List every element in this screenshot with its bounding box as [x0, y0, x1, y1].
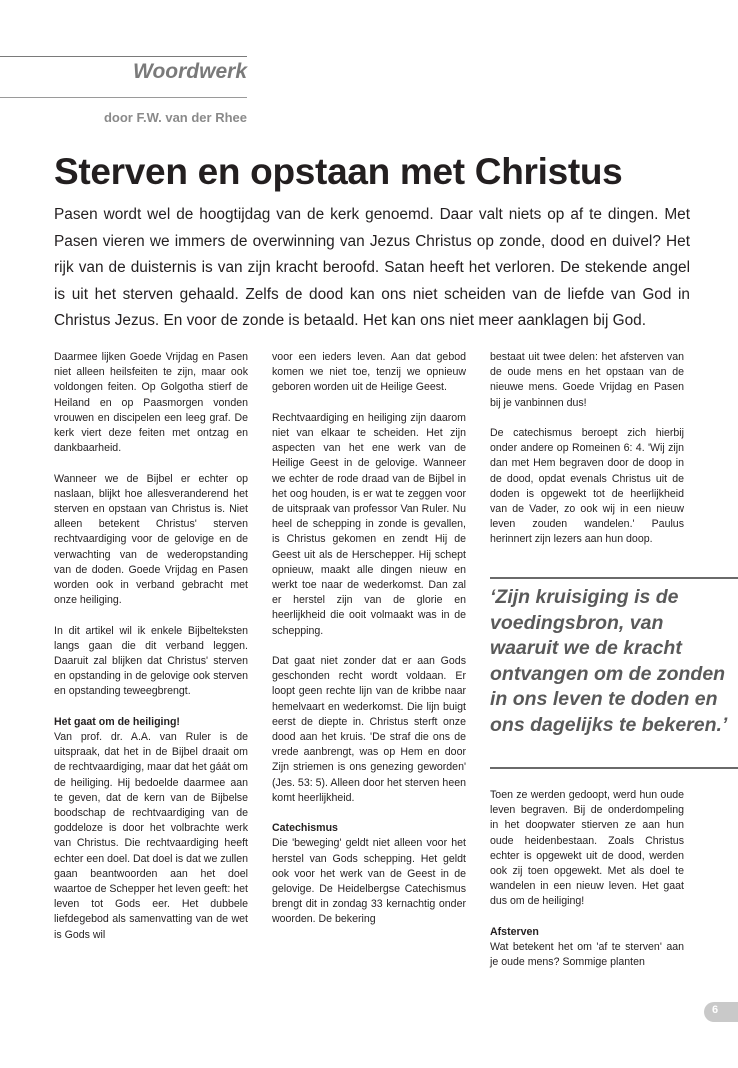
paragraph: Toen ze werden gedoopt, werd hun oude leven begraven. Bij de onderdompeling in het doopwater stierven ze aan hun oude heidenbestaan. Zoals Christus echter is opgewekt uit de dood, werden ook zij toen opgewekt. Met als doel te wandelen in een nieuw leven. Het gaat dus om de heiliging! — [490, 789, 684, 908]
article-title: Sterven en opstaan met Christus — [54, 151, 623, 192]
paragraph: In dit artikel wil ik enkele Bijbelteksten langs gaan die dit verband leggen. Daaruit zal blijken dat Christus' sterven en opstanding in de gelovige ook sterven en opstanding teweegbrengt. — [54, 624, 248, 698]
paragraph: Wanneer we de Bijbel er echter op naslaan, blijkt hoe allesveranderend het sterven en opstaan van Christus is. Niet alleen betekent Christus' sterven rechtvaardiging voor de gelovige en de verwachting van de wederopstanding van de doden. Goede Vrijdag en Pasen worden ook in verband gebracht met onze heiliging. — [54, 472, 248, 607]
body-column-3-continued — [490, 788, 684, 970]
paragraph: De catechismus beroept zich hierbij onder andere op Romeinen 6: 4. 'Wij zijn dan met Hem begraven door de doop in de dood, opdat evenals Christus uit de doden is opgewekt tot de heerlijkheid van de Vader, zo ook wij in een nieuw leven zouden wandelen.' Paulus herinnert zijn lezers aan hun doop. — [490, 427, 684, 546]
pull-quote-box — [490, 577, 738, 769]
paragraph: Die 'beweging' geldt niet alleen voor het herstel van Gods schepping. Het geldt ook voor het werk van de Geest in de gelovige. De Heidelbergse Catechismus brengt dit in zondag 33 kernachtig onder woorden. De bekering — [272, 837, 466, 926]
byline: door F.W. van der Rhee — [103, 110, 247, 125]
article-intro: Pasen wordt wel de hoogtijdag van de kerk genoemd. Daar valt niets op af te dingen. Met Pasen vieren we immers de overwinning van Jezus Christus op zonde, dood en duivel? Het rijk van de duisternis is van zijn kracht beroofd. Satan heeft het verloren. De stekende angel is uit het sterven gehaald. Zelfs de dood kan ons niet scheiden van de liefde van God in Christus Jezus. En voor de zonde is betaald. Het kan ons niet meer aanklagen bij God. — [54, 206, 690, 329]
pull-quote: ‘Zijn kruisiging is de voedingsbron, van waaruit we de kracht ontvangen om de zonden in ons leven te doden en ons dagelijks te bekeren.’ — [490, 586, 728, 736]
subheading: Catechismus — [272, 822, 338, 835]
body-column-3 — [490, 350, 684, 548]
paragraph: Wat betekent het om 'af te sterven' aan je oude mens? Sommige planten — [490, 941, 684, 969]
section-title: Woordwerk — [133, 60, 247, 83]
paragraph: Rechtvaardiging en heiliging zijn daarom niet van elkaar te scheiden. Het zijn aspecten van het ene werk van de Heilige Geest in de gelovige. Wanneer we echter de rode draad van de Bijbel in het oog houden, is er wat te zeggen voor de uitspraak van professor Van Ruler. Nu heel de schepping in zonde is gevallen, is Christus gekomen en zendt Hij de Geest uit als de Herschepper. Hij schept opnieuw, maakt alle dingen nieuw en werkt toe naar de wederkomst. Dan zal er herstel zijn van de glorie en heerlijkheid die ooit volmaakt was in de schepping. — [272, 411, 466, 637]
body-column-2 — [272, 350, 466, 928]
page-number: 6 — [712, 1004, 719, 1016]
header-rule-bottom — [0, 97, 247, 98]
subheading: Afsterven — [490, 925, 539, 938]
body-column-1 — [54, 350, 248, 943]
page-number-tab — [704, 1002, 738, 1022]
header-rule-top — [0, 56, 247, 57]
paragraph: voor een ieders leven. Aan dat gebod komen we niet toe, tenzij we opnieuw geboren worden uit de Heilige Geest. — [272, 351, 466, 394]
paragraph: Van prof. dr. A.A. van Ruler is de uitspraak, dat het in de Bijbel draait om de rechtvaardiging, maar dat het gáát om de heiliging. Hij bedoelde daarmee aan te geven, dat de kern van de Bijbelse boodschap de rechtvaardiging van de goddeloze is door het volbrachte werk van Christus. Die rechtvaardiging heeft echter een doel. Dat doel is dat we zullen gaan beantwoorden aan het doel waartoe de Schepper het leven geeft: het leven tot Gods eer. Het dubbele liefdegebod als samenvatting van de wet is Gods wil — [54, 731, 248, 941]
paragraph: bestaat uit twee delen: het afsterven van de oude mens en het opstaan van de nieuwe mens. Goede Vrijdag en Pasen bij je vanbinnen dus! — [490, 351, 684, 409]
paragraph: Daarmee lijken Goede Vrijdag en Pasen niet alleen heilsfeiten te zijn, maar ook voldongen feiten. Op Golgotha stierf de Heiland en op Paasmorgen vonden vrouwen en discipelen een leeg graf. De kerk viert deze feiten met ontzag en dankbaarheid. — [54, 351, 248, 455]
subheading: Het gaat om de heiliging! — [54, 715, 180, 728]
paragraph: Dat gaat niet zonder dat er aan Gods geschonden recht wordt voldaan. Er loopt geen rechte lijn van de kribbe naar hemelvaart en wederkomst. Die lijn buigt eerst de diepte in. Christus sterft onze dood aan het kruis. 'De straf die ons de vrede aanbrengt, was op Hem en door Zijn striemen is ons genezing geworden' (Jes. 53: 5). Alleen door het sterven heen komt heerlijkheid. — [272, 655, 466, 804]
